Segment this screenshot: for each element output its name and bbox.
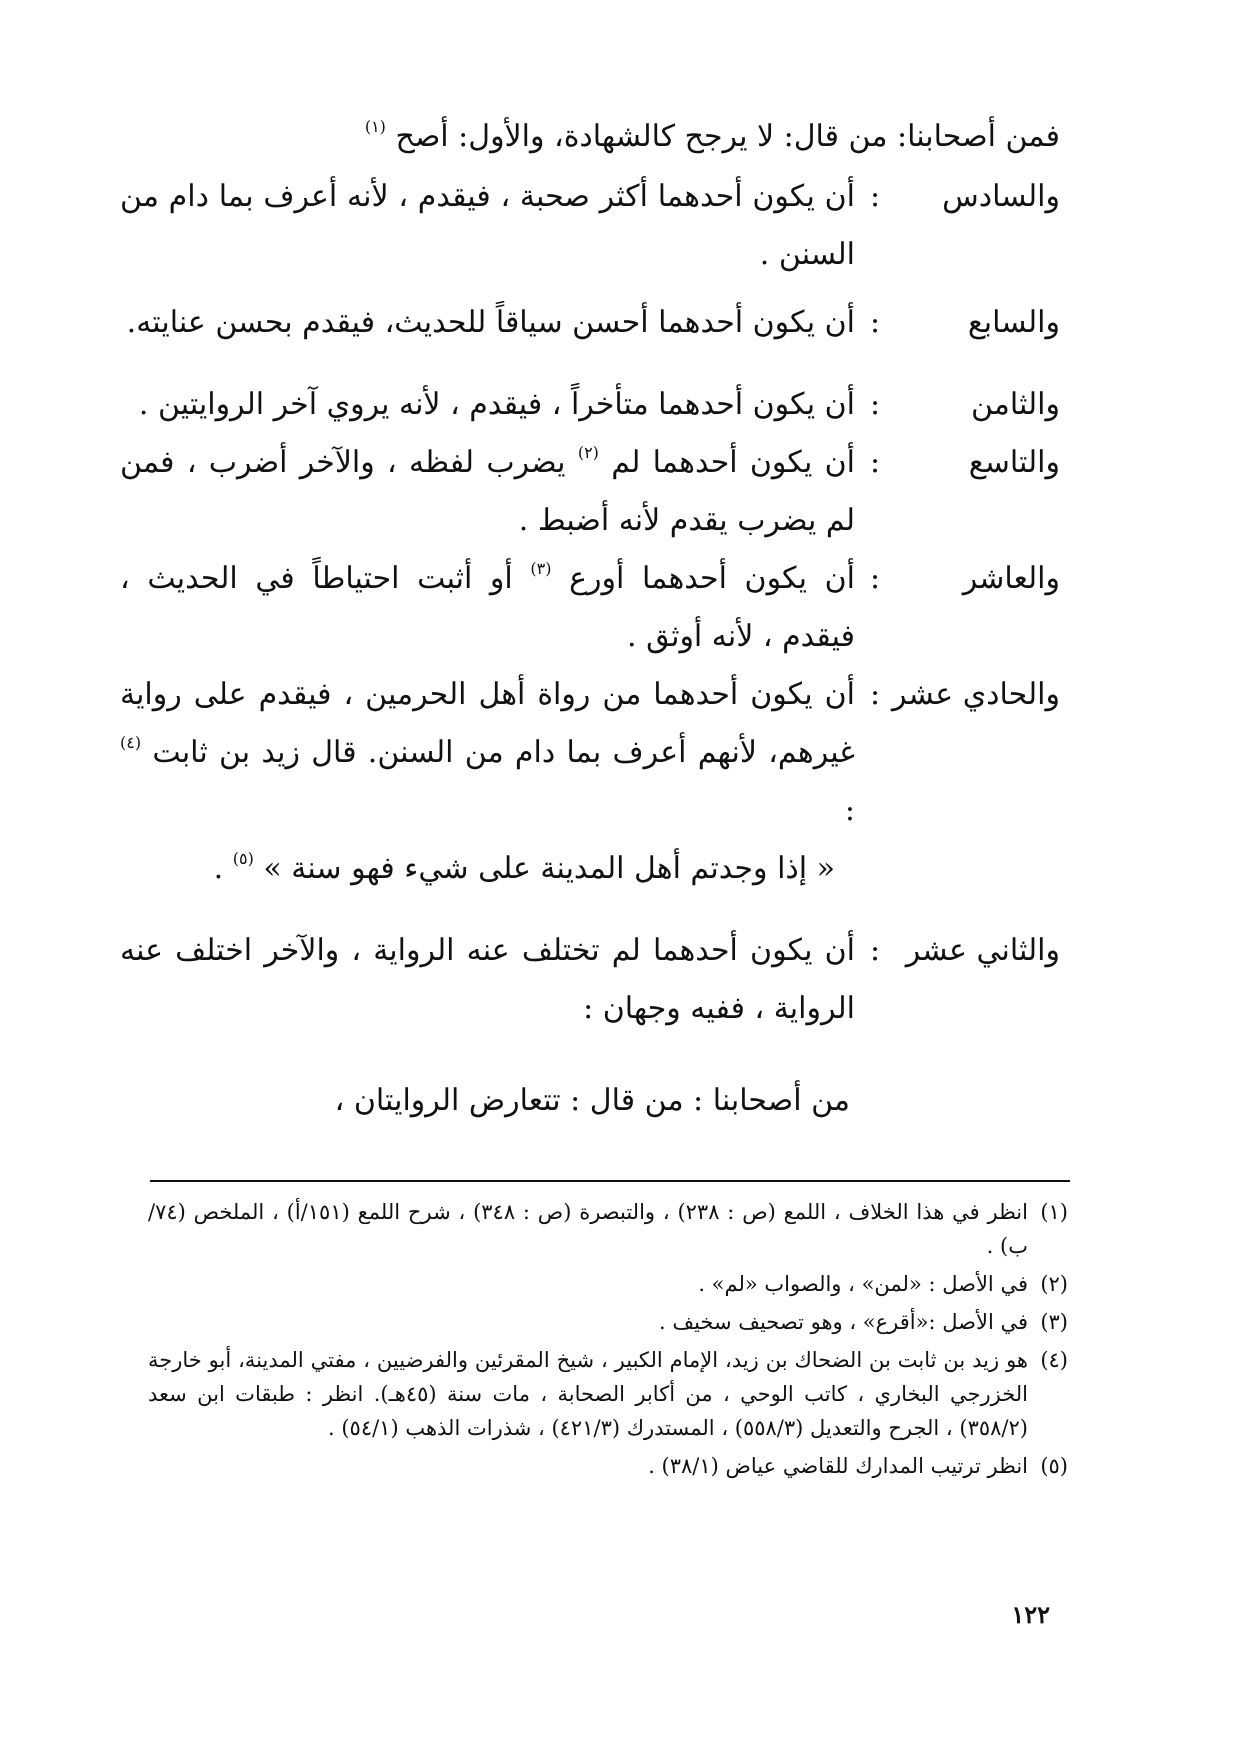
footnotes [148, 1195, 1068, 1487]
entry-colon: : [869, 179, 881, 214]
footnote-number: (١) [1040, 1200, 1068, 1224]
footnote-text: انظر في هذا الخلاف ، اللمع (ص : ٢٣٨) ، والتبصرة (ص : ٣٤٨) ، شرح اللمع (١٥١/أ) ، الملخص (٧٤/ب) . [148, 1200, 1028, 1258]
entry-text: أن يكون أحدهما أحسن سياقاً للحديث، فيقدم بحسن عنايته. [126, 305, 855, 340]
footnote-ref: (٤) [120, 733, 142, 752]
entry-row [120, 376, 1060, 434]
footnote-number: (٣) [1040, 1310, 1068, 1334]
entry-label: والسادس [942, 179, 1060, 214]
entry-text [120, 550, 855, 666]
intro-text: فمن أصحابنا: من قال: لا يرجح كالشهادة، والأول: أصح [395, 119, 1060, 154]
quotation-text: « إذا وجدتم أهل المدينة على شيء فهو سنة » [263, 851, 835, 886]
intro-paragraph [120, 108, 1060, 166]
footnote-text: في الأصل :«أقرع» ، وهو تصحيف سخيف . [658, 1310, 1028, 1334]
page-number: ١٢٢ [1011, 1600, 1050, 1629]
footnote-number: (٢) [1040, 1272, 1068, 1296]
continuation-line: من أصحابنا : من قال : تتعارض الروايتان ، [334, 1083, 850, 1118]
entry-colon: : [869, 445, 881, 480]
footnote-text: هو زيد بن ثابت بن الضحاك بن زيد، الإمام الكبير ، شيخ المقرئين والفرضيين ، مفتي المدينة، أبو خارجة الخزرجي البخاري ، كاتب الوحي ، من أكابر الصحابة ، مات سنة (٤٥هـ). انظر : طبقات ابن سعد (٣٥٨/٢) ، الجرح والتعديل (٥٥٨/٣) ، المستدرك (٤٢١/٣) ، شذرات الذهب (٥٤/١) . [148, 1348, 1029, 1440]
entry-label: والسابع [967, 305, 1060, 340]
entry-text-part: أن يكون أحدهما أورع [569, 561, 855, 596]
footnote-ref: (١) [364, 117, 386, 136]
entry-text-part: أن يكون أحدهما لم [611, 445, 855, 480]
footnote-number: (٥) [1040, 1454, 1068, 1478]
footnote-ref: (٣) [530, 559, 552, 578]
entry-colon: : [869, 933, 881, 968]
entry-text-part: أن يكون أحدهما من رواة أهل الحرمين ، فيقدم على رواية غيرهم، لأنهم أعرف بما دام من السنن. قال زيد بن ثابت [120, 677, 855, 770]
footnote [148, 1267, 1068, 1301]
footnote [148, 1305, 1068, 1339]
entry-row [120, 168, 1060, 284]
footnote-text: انظر ترتيب المدارك للقاضي عياض (٣٨/١) . [648, 1454, 1028, 1478]
footnote-ref: (٥) [232, 849, 254, 868]
entry-text: أن يكون أحدهما لم تختلف عنه الرواية ، والآخر اختلف عنه الرواية ، ففيه وجهان : [120, 933, 855, 1026]
footnote-text: في الأصل : «لمن» ، والصواب «لم» . [698, 1272, 1028, 1296]
entry-text-part: : [844, 793, 855, 828]
entry-colon: : [869, 561, 881, 596]
entry-colon: : [869, 677, 881, 712]
entry-row [120, 666, 1060, 898]
footnote [148, 1195, 1068, 1263]
entry-colon: : [869, 387, 881, 422]
entry-row [120, 550, 1060, 666]
entry-text [120, 434, 855, 550]
entry-row [120, 294, 1060, 352]
entry-row [120, 434, 1060, 550]
main-text [120, 108, 1060, 1130]
footnote [148, 1449, 1068, 1483]
quotation-end: . [213, 851, 224, 886]
entry-label: والعاشر [962, 561, 1060, 596]
entry-colon: : [869, 305, 881, 340]
footnote [148, 1343, 1068, 1445]
entry-row [120, 922, 1060, 1038]
entry-label: والثاني عشر [905, 933, 1060, 968]
entry-text: أن يكون أحدهما أكثر صحبة ، فيقدم ، لأنه أعرف بما دام من السنن . [120, 179, 855, 272]
footnote-divider [150, 1180, 1070, 1182]
entry-text [120, 666, 855, 898]
footnote-ref: (٢) [577, 443, 599, 462]
entry-text: أن يكون أحدهما متأخراً ، فيقدم ، لأنه يروي آخر الروايتين . [138, 387, 855, 422]
entry-text-part: أو أثبت احتياطاً في الحديث ، فيقدم ، لأنه أوثق . [120, 561, 855, 654]
entry-label: والحادي عشر [891, 677, 1060, 712]
entry-text-part: يضرب لفظه ، والآخر أضرب ، فمن لم يضرب يقدم لأنه أضبط . [120, 445, 855, 538]
entry-label: والتاسع [968, 445, 1060, 480]
quotation [120, 840, 855, 898]
entry-label: والثامن [970, 387, 1060, 422]
footnote-number: (٤) [1040, 1348, 1068, 1372]
